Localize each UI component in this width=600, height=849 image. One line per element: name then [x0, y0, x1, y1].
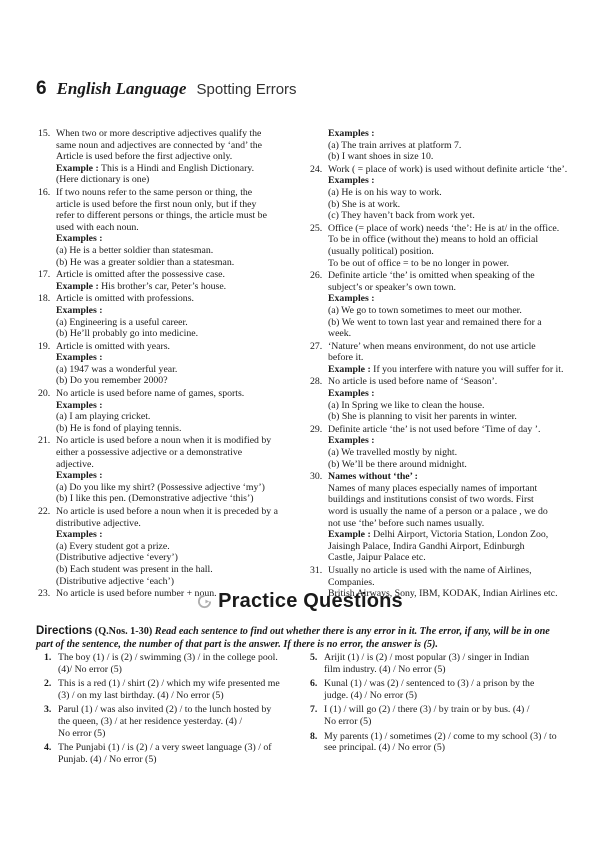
rule-line: either a possessive adjective or a demonstrative — [56, 447, 243, 459]
rule-line: week. — [328, 328, 352, 340]
rule-line: (b) He is fond of playing tennis. — [56, 422, 182, 434]
rule-item — [38, 341, 292, 387]
question-item — [44, 742, 294, 765]
rule-line: Examples : — [328, 293, 375, 305]
question-number: 2. — [44, 678, 52, 690]
rule-line: Examples : — [56, 233, 103, 245]
rule-number: 31. — [310, 564, 323, 576]
questions-left-column — [44, 652, 294, 768]
question-line: (3) / on my last birthday. (4) / No error (5) — [58, 689, 224, 701]
rule-line: used with each noun. — [56, 221, 139, 233]
question-line: No error (5) — [58, 727, 106, 739]
rule-number: 20. — [38, 388, 51, 400]
question-line: No error (5) — [324, 715, 372, 727]
rule-line: Jaisingh Palace, Indira Gandhi Airport, Edinburgh — [328, 540, 525, 552]
question-line: This is a red (1) / shirt (2) / which my wife presented me — [58, 678, 280, 690]
rule-line: No article is used before a noun when it is modified by — [56, 435, 272, 447]
rule-item — [310, 376, 568, 422]
question-number: 5. — [310, 652, 318, 663]
question-line: film industry. (4) / No error (5) — [324, 663, 446, 675]
rule-line: (Here dictionary is one) — [56, 174, 150, 186]
rule-item — [38, 187, 292, 268]
rules-left-column — [38, 128, 292, 601]
rule-line: (b) We went to town last year and remained there for a — [328, 316, 542, 328]
question-item — [310, 652, 568, 675]
rule-line: (b) Each student was present in the hall. — [56, 563, 213, 575]
question-line: The Punjabi (1) / is (2) / a very sweet language (3) / of — [58, 742, 272, 754]
rule-line: Article is omitted with years. — [56, 340, 170, 352]
arrow-circle-icon — [197, 594, 212, 609]
rule-line: Definite article ‘the’ is omitted when speaking of the — [328, 270, 535, 282]
rule-item — [310, 164, 568, 222]
rule-number: 28. — [310, 376, 323, 388]
rule-number: 18. — [38, 293, 51, 305]
question-line: (4)/ No error (5) — [58, 663, 122, 675]
rule-line: (a) In Spring we like to clean the house. — [328, 399, 485, 411]
question-number: 8. — [310, 730, 318, 742]
question-line: Kunal (1) / was (2) / sentenced to (3) / a prison by the — [324, 678, 535, 690]
rule-number: 17. — [38, 269, 51, 281]
practice-title: Practice Questions — [218, 590, 403, 612]
question-number: 3. — [44, 704, 52, 716]
rule-line: Castle, Jaipur Palace etc. — [328, 552, 426, 564]
rule-line: Work ( = place of work) is used without definite article ‘the’. — [328, 163, 568, 175]
rule-line: Definite article ‘the’ is not used before ‘Time of day ’. — [328, 423, 541, 435]
rule-line: Article is omitted with professions. — [56, 293, 194, 305]
rule-line: (b) He was a greater soldier than a statesman. — [56, 256, 235, 268]
directions — [36, 625, 568, 651]
question-item — [44, 652, 294, 675]
rules-right-column — [310, 128, 568, 601]
question-line: Parul (1) / was also invited (2) / to the lunch hosted by — [58, 704, 272, 716]
question-line: judge. (4) / No error (5) — [324, 689, 418, 701]
rule-number: 27. — [310, 340, 323, 352]
rule-line: (b) Do you remember 2000? — [56, 375, 168, 387]
rule-number: 23. — [38, 588, 51, 600]
question-item — [44, 704, 294, 739]
rule-line: When two or more descriptive adjectives qualify the — [56, 128, 262, 139]
rule-item — [38, 293, 292, 339]
rule-line: No article is used before a noun when it is preceded by a — [56, 506, 278, 517]
rule-line: Article is used before the first adjective only. — [56, 151, 233, 163]
rule-line: British Airways, Sony, IBM, KODAK, Indian Airlines etc. — [328, 588, 558, 600]
rule-line: To be out of office = to be no longer in power. — [328, 257, 509, 269]
practice-heading — [0, 590, 600, 613]
question-item — [310, 678, 568, 701]
rule-number: 29. — [310, 423, 323, 435]
rule-line: Companies. — [328, 576, 375, 588]
rule-number: 22. — [38, 506, 51, 517]
directions-text: Read each sentence to find out whether there is any error in it. The error, if any, will be in one part of the sentence, the number of that part is the answer. If there is no error, the answer is (5). — [36, 626, 550, 650]
rule-line: If two nouns refer to the same person or thing, the — [56, 186, 253, 198]
rule-number: 15. — [38, 128, 51, 139]
rule-line: buildings and institutions consist of two words. First — [328, 494, 534, 506]
rule-line: Examples : — [56, 304, 103, 316]
rule-line: Example : If you interfere with nature you will suffer for it. — [328, 363, 564, 375]
question-line: The boy (1) / is (2) / swimming (3) / in the college pool. — [58, 652, 278, 663]
rule-item — [310, 341, 568, 376]
rule-line: Example : Delhi Airport, Victoria Station, London Zoo, — [328, 529, 549, 541]
rule-line: (a) 1947 was a wonderful year. — [56, 363, 178, 375]
rule-line: (a) He is a better soldier than statesman. — [56, 244, 214, 256]
rule-number: 25. — [310, 222, 323, 234]
question-item — [310, 704, 568, 727]
rule-line: (usually political) position. — [328, 245, 434, 257]
rule-line: (a) Every student got a prize. — [56, 540, 170, 552]
book-title: English Language — [56, 79, 187, 98]
rule-line: Examples : — [328, 435, 375, 447]
rule-line: Examples : — [56, 470, 103, 482]
rule-line: (Distributive adjective ‘every’) — [56, 552, 178, 564]
rule-item — [38, 388, 292, 434]
questions-right-column — [310, 652, 568, 757]
rule-line: Examples : — [56, 399, 103, 411]
question-item — [44, 678, 294, 701]
rule-line: No article is used before name of ‘Season’. — [328, 376, 498, 388]
directions-label: Directions — [36, 625, 93, 637]
rule-item — [310, 270, 568, 340]
rule-item — [310, 128, 568, 163]
rule-line: same noun and adjectives are connected by ‘and’ the — [56, 139, 263, 151]
question-number: 6. — [310, 678, 318, 690]
rule-line: Office (= place of work) needs ‘the’: He is at/ in the office. — [328, 222, 560, 234]
rule-line: Example : This is a Hindi and English Dictionary. — [56, 162, 255, 174]
question-line: see principal. (4) / No error (5) — [324, 742, 446, 754]
page-number: 6 — [36, 78, 47, 99]
rule-line: adjective. — [56, 458, 94, 470]
rule-line: (c) They haven’t back from work yet. — [328, 210, 475, 222]
rule-line: To be in office (without the) means to hold an official — [328, 234, 539, 246]
rule-line: Examples : — [328, 388, 375, 400]
rule-line: Examples : — [328, 128, 375, 139]
rule-line: (b) We’ll be there around midnight. — [328, 458, 467, 470]
question-number: 4. — [44, 742, 52, 754]
directions-range: (Q.Nos. 1-30) — [94, 626, 153, 637]
rule-item — [310, 424, 568, 470]
rule-number: 26. — [310, 270, 323, 282]
question-item — [310, 731, 568, 754]
rule-item — [38, 269, 292, 292]
rule-number: 30. — [310, 471, 323, 483]
question-line: I (1) / will go (2) / there (3) / by train or by bus. (4) / — [324, 704, 530, 716]
rule-line: (a) Do you like my shirt? (Possessive adjective ‘my’) — [56, 481, 265, 493]
rule-item — [310, 223, 568, 269]
rule-item — [38, 128, 292, 186]
rule-line: not use ‘the’ before such names usually. — [328, 517, 485, 529]
page-header — [36, 78, 297, 102]
rule-line: Examples : — [56, 352, 103, 364]
rule-line: distributive adjective. — [56, 517, 141, 529]
rule-line: (a) Engineering is a useful career. — [56, 316, 188, 328]
rule-item — [310, 471, 568, 564]
rule-line: No article is used before number + noun. — [56, 588, 217, 600]
rule-line: (a) We travelled mostly by night. — [328, 447, 458, 459]
rule-line: word is usually the name of a person or a palace , we do — [328, 506, 548, 517]
rule-line: (a) We go to town sometimes to meet our mother. — [328, 304, 522, 316]
rule-number: 21. — [38, 435, 51, 447]
rule-line: (a) He is on his way to work. — [328, 186, 442, 198]
question-number: 7. — [310, 704, 318, 716]
rule-line: (a) I am playing cricket. — [56, 411, 151, 423]
question-line: Punjab. (4) / No error (5) — [58, 753, 157, 765]
rule-line: Article is omitted after the possessive case. — [56, 269, 225, 281]
rule-line: (b) He’ll probably go into medicine. — [56, 328, 199, 340]
rule-line: (a) The train arrives at platform 7. — [328, 139, 462, 151]
rule-line: Examples : — [328, 175, 375, 187]
rule-item — [38, 506, 292, 587]
rule-line: Usually no article is used with the name of Airlines, — [328, 564, 532, 576]
rule-line: Names of many places especially names of important — [328, 482, 538, 494]
question-number: 1. — [44, 652, 52, 663]
rule-number: 24. — [310, 163, 323, 175]
rule-line: Example : His brother’s car, Peter’s house. — [56, 280, 227, 292]
rule-line: Names without ‘the’ : — [328, 471, 418, 483]
rule-line: ‘Nature’ when means environment, do not use article — [328, 340, 536, 352]
rule-line: refer to different persons or things, the article must be — [56, 210, 267, 222]
rule-line: (b) I want shoes in size 10. — [328, 151, 434, 163]
question-line: My parents (1) / sometimes (2) / come to my school (3) / to — [324, 730, 557, 742]
rule-number: 19. — [38, 340, 51, 352]
rule-line: (Distributive adjective ‘each’) — [56, 575, 175, 587]
chapter-title: Spotting Errors — [196, 81, 297, 98]
rule-line: subject’s or speaker’s own town. — [328, 281, 456, 293]
question-line: Arijit (1) / is (2) / most popular (3) / singer in Indian — [324, 652, 530, 663]
rule-item — [38, 435, 292, 505]
rule-line: (b) I like this pen. (Demonstrative adjective ‘this’) — [56, 493, 254, 505]
rule-line: No article is used before name of games, sports. — [56, 388, 245, 400]
rule-line: (b) She is at work. — [328, 198, 401, 210]
question-line: the queen, (3) / at her residence yesterday. (4) / — [58, 715, 243, 727]
rule-line: Examples : — [56, 529, 103, 541]
rule-line: (b) She is planning to visit her parents in winter. — [328, 411, 517, 423]
rule-line: article is used before the first noun only, but if they — [56, 198, 257, 210]
rule-number: 16. — [38, 186, 51, 198]
rule-line: before it. — [328, 352, 364, 364]
